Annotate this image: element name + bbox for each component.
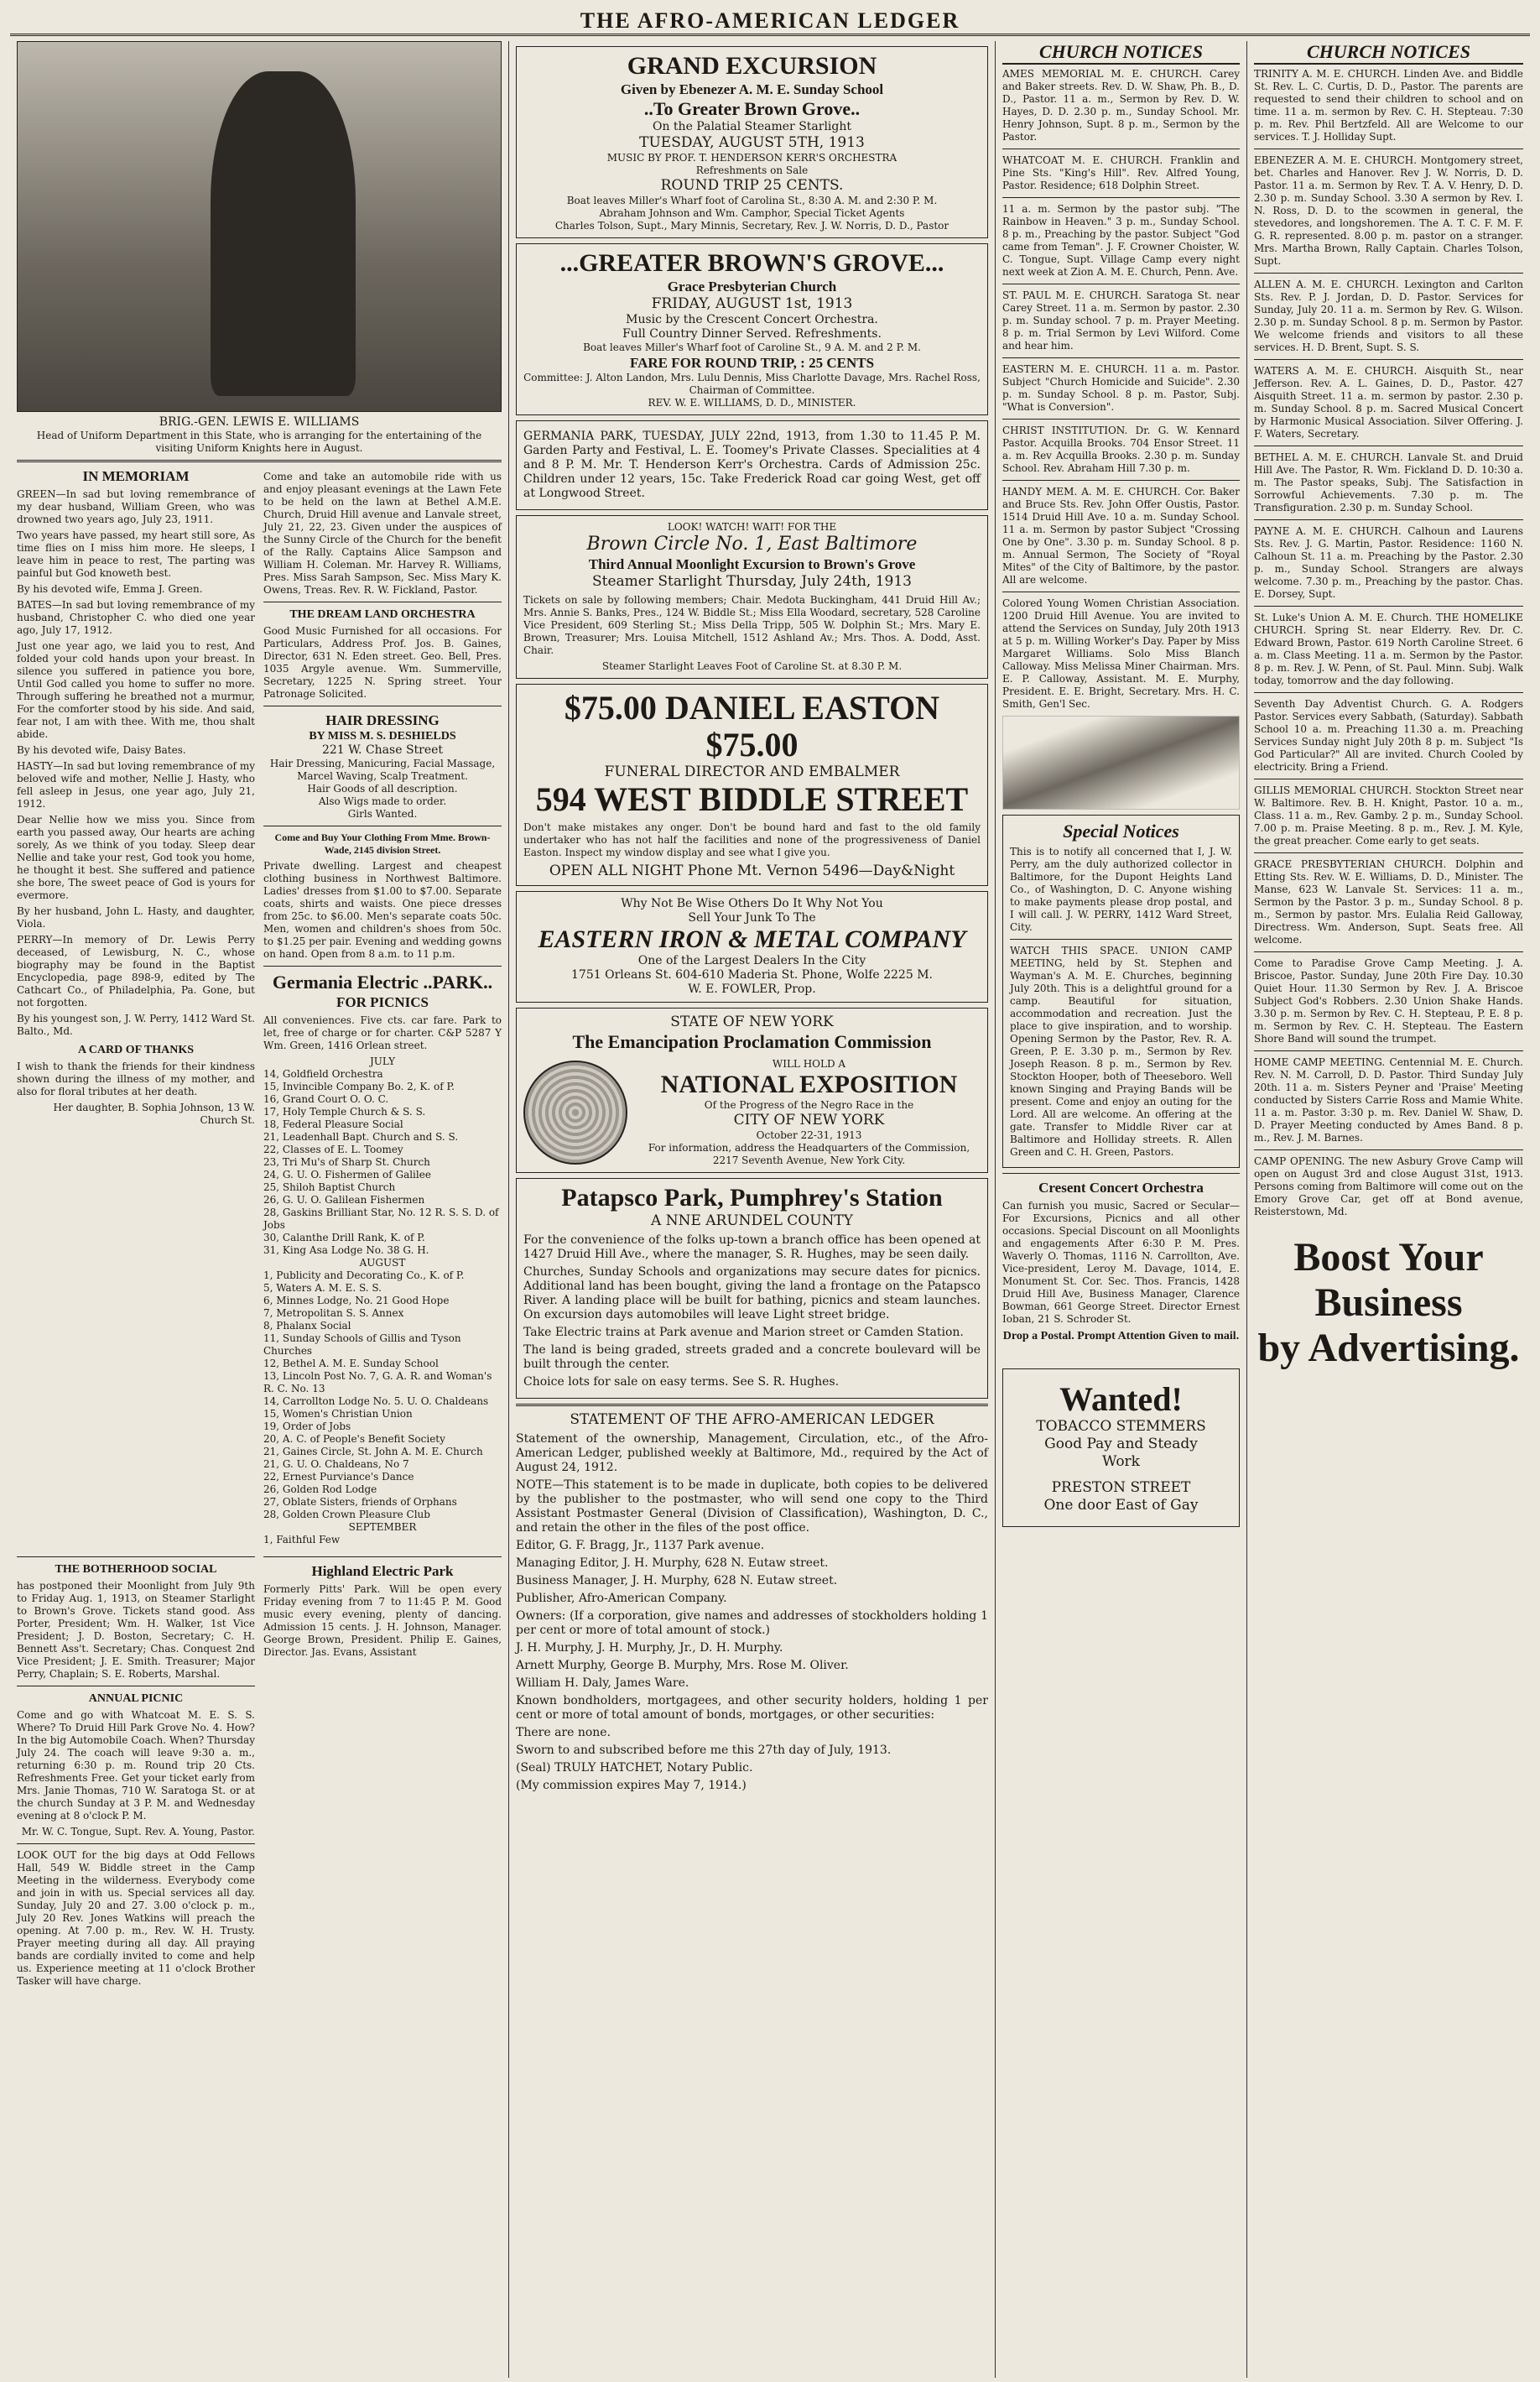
- ny-city: CITY OF NEW YORK: [733, 1112, 885, 1128]
- church-notice: St. Luke's Union A. M. E. Church. THE HOMELIKE CHURCH. Spring St. near Elderry. Rev. Dr. C. Edward Brown, Pastor. 619 North Caroline Street. 6 a. m. Class Meeting. 11 a. m. Sermon by the Pastor. 8 p. m. Rev. J. W. Penn, of St. Paul. Minn. Subj. Walk today, tomorrow and the day following.: [1254, 612, 1523, 686]
- statement-line: NOTE—This statement is to be made in duplicate, both copies to be delivered by the publisher to the postmaster, who will send one copy to the Third Assistant Postmaster General (Division of Classification), Washington, D. C., and retain the other in the files of the post office.: [516, 1478, 988, 1535]
- patapsco-paragraph: Take Electric trains at Park avenue and Marion street or Camden Station.: [523, 1326, 964, 1339]
- crescent-text: Can furnish you music, Sacred or Secular—For Excursions, Picnics and all other occasions. Special Discount on all Moonlights and engagements After 6:30 P. M. Pres. Waverly O. Thomas, 1116 N. Carrollton, Ave. Vice-president, Leroy M. Davage, 1014, E. Monument St. Cor. Sec. Thos. Francis, 1428 Druid Hill Ave, Business Manager, Clarence Bowman, 661 George Street. Director Ernest Ioban, 21 S. Schroder St.: [1002, 1200, 1240, 1325]
- new-york-seal: [523, 1061, 627, 1165]
- calendar-entry: 15, Women's Christian Union: [263, 1408, 413, 1420]
- august-list: [263, 1269, 502, 1521]
- column-1: [10, 41, 509, 2378]
- memoriam-entry: PERRY—In memory of Dr. Lewis Perry deceased, of Lewisburg, N. C., whose biography may be found in the Baptist Encyclopedia, page 898-9, edited by The Cathcart Co., of Philadelphia, Pa. Gone, but not forgotten.: [17, 934, 255, 1009]
- calendar-entry: 26, Golden Rod Lodge: [263, 1483, 377, 1495]
- germania-title: Germania Electric ..PARK..: [272, 972, 493, 993]
- church-notice: HOME CAMP MEETING. Centennial M. E. Church. Rev. N. M. Carroll, D. D. Pastor. Third Sunday July 20th. 11 a. m. Sisters Peyner and 'Praise' Meeting conducted by Sisters Carrie Ross and Mamie White. 11 a. m. Pastor. 3:30 p. m. Rev. Daniel W. Shaw, D. D. Prayer Meeting conducted by Ames Band. 8 p. m., Rev. J. M. Barnes.: [1254, 1056, 1523, 1144]
- calendar-entry: 20, A. C. of People's Benefit Society: [263, 1433, 445, 1445]
- excursion-by: Given by Ebenezer A. M. E. Sunday School: [620, 81, 884, 97]
- crescent-title: Cresent Concert Orchestra: [1038, 1180, 1204, 1196]
- statement-title: STATEMENT OF THE AFRO-AMERICAN LEDGER: [570, 1411, 934, 1428]
- iron-sell: Sell Your Junk To The: [688, 911, 816, 925]
- easton-night: OPEN ALL NIGHT Phone Mt. Vernon 5496—Day&Night: [549, 863, 955, 879]
- memoriam-section: [17, 467, 255, 1546]
- brown-steamer: Steamer Starlight Leaves Foot of Caroline St. at 8.30 P. M.: [601, 660, 903, 672]
- iron-company-ad: [516, 891, 988, 1003]
- picnic-text: Come and go with Whatcoat M. E. S. S. Where? To Druid Hill Park Grove No. 4. How? In the big Automobile Coach. When? Thursday July 24. The coach will leave 9:30 a. m., returning 6:30 p. m. Round trip 20 Cts. Refreshments Free. Get your ticket early from Mrs. Janie Thomas, 710 W. Saratoga St. or at the church Sunday at 3 P. M. and Wednesday evening at 8 o'clock P. M.: [17, 1709, 255, 1822]
- church-notice: WHATCOAT M. E. CHURCH. Franklin and Pine Sts. "King's Hill". Rev. Alfred Young, Pastor. Residence; 618 Dolphin Street.: [1002, 154, 1240, 191]
- memoriam-title: IN MEMORIAM: [82, 468, 190, 484]
- church-notice: EASTERN M. E. CHURCH. 11 a. m. Pastor. Subject "Church Homicide and Suicide". 2.30 p. m. Sunday School. 8 p. m. Pastor, Subj. "What is Conversion".: [1002, 363, 1240, 413]
- calendar-entry: 14, Carrollton Lodge No. 5. U. O. Chaldeans: [263, 1395, 489, 1407]
- gbg-fare: FARE FOR ROUND TRIP, : 25 CENTS: [629, 355, 875, 371]
- memoriam-entry: Just one year ago, we laid you to rest, And folded your cold hands upon your breast. In silence you suffered in patience you bore, Until God called you home to suffer no more. Through suffering he breathed not a murmur, For the comforter stood by his side. And said, fear not, I am with thee. With me, thou shalt abide.: [17, 640, 255, 740]
- right-lower: [263, 1551, 502, 1991]
- calendar-entry: 28, Golden Crown Pleasure Club: [263, 1509, 430, 1520]
- september-list: [263, 1534, 502, 1546]
- germania-party-text: GERMANIA PARK, TUESDAY, JULY 22nd, 1913, from 1.30 to 11.45 P. M. Garden Party and Festival, L. E. Toomey's Private Classes. Specialities at 4 and 8 P. M. Mr. T. Henderson Kerr's Orchestra. Cards of Admission 25c. Children under 12 years, 15c. Take Frederick Road car going West, get off at Longwood Street.: [523, 430, 981, 500]
- calendar-entry: 16, Grand Court O. O. C.: [263, 1093, 389, 1105]
- gbg-church: Grace Presbyterian Church: [667, 279, 837, 294]
- church-notices-header-left: CHURCH NOTICES: [1002, 41, 1240, 65]
- divider: [1254, 1149, 1523, 1150]
- germania-text: All conveniences. Five cts. car fare. Park to let, free of charge or for charter. C&P 5287 Y Wm. Green, 1416 Orlean street.: [263, 1014, 502, 1051]
- church-notice: CAMP OPENING. The new Asbury Grove Camp will open on August 3rd and close August 31st, 1913. Persons coming from Baltimore will come out on the Emory Grove Car, get off at Bond avenue, Reisterstown, Md.: [1254, 1155, 1523, 1217]
- thanks-title: A CARD OF THANKS: [77, 1044, 195, 1056]
- church-notice: 11 a. m. Sermon by the pastor subj. "The Rainbow in Heaven." 3 p. m., Sunday School. 8 p. m., Preaching by the pastor. Subject "God came from Teman". J. F. Crowner Choister, W. C. Tongue, Supt. Village Camp every night next week at Zion A. M. E. Church, Penn. Ave.: [1002, 203, 1240, 278]
- iron-sub: One of the Largest Dealers In the City: [637, 954, 866, 967]
- excursion-title: GRAND EXCURSION: [627, 52, 877, 80]
- divider: [1002, 480, 1240, 481]
- calendar-entry: 12, Bethel A. M. E. Sunday School: [263, 1358, 439, 1369]
- divider: [1254, 692, 1523, 693]
- gbg-minister: REV. W. E. WILLIAMS, D. D., MINISTER.: [648, 397, 856, 409]
- excursion-on: On the Palatial Steamer Starlight: [652, 120, 852, 133]
- gbg-committee: Committee: J. Alton Landon, Mrs. Lulu Dennis, Miss Charlotte Davage, Mrs. Rachel Ross, Chairman of Committee.: [523, 372, 981, 396]
- statement-line: (Seal) TRULY HATCHET, Notary Public.: [516, 1761, 753, 1775]
- wanted-line: TOBACCO STEMMERS: [1036, 1418, 1206, 1435]
- masthead: THE AFRO-AMERICAN LEDGER: [10, 8, 1530, 36]
- church-notice: Seventh Day Adventist Church. G. A. Rodgers Pastor. Services every Sabbath, (Saturday). Sabbath School 10 a. m. Preaching 11.30 a. m. Preaching Services Sunday night July 20th 8 p. m. Subject "Is God Particular?" All are invited. Church Cooled by electricity. Bring a Friend.: [1254, 698, 1523, 773]
- statement-line: Owners: (If a corporation, give names and addresses of stockholders holding 1 per cent or more of total amount of stock.): [516, 1609, 988, 1637]
- hair-line: Hair Goods of all description.: [307, 783, 458, 795]
- wanted-title: Wanted!: [1059, 1380, 1183, 1418]
- exposition-ad: [516, 1008, 988, 1173]
- divider: [1254, 273, 1523, 274]
- ny-expo: NATIONAL EXPOSITION: [660, 1071, 958, 1098]
- brown-title: Brown Circle No. 1, East Baltimore: [586, 534, 918, 555]
- statement-text: [516, 1432, 988, 1793]
- divider: [1254, 852, 1523, 853]
- easton-address: 594 WEST BIDDLE STREET: [535, 780, 969, 818]
- calendar-entry: 26, G. U. O. Galilean Fishermen: [263, 1194, 425, 1206]
- boost-ad: [1254, 1235, 1523, 1371]
- church-notice: Come to Paradise Grove Camp Meeting. J. A. Briscoe, Pastor. Sunday, June 20th Fire Day. 10.30 Quiet Hour. 11.30 Sermon by Rev. J. A. Briscoe Subject God's Robbers. 2.30 Union Shake Hands. 3.30 p. m. Sermon by Rev. C. H. Stepteau, P. E. 8 p. m. Sermon by Rev. C. H. Stepteau. The Eastern Shore Band will sound the trumpet.: [1254, 957, 1523, 1045]
- excursion-officers: Charles Tolson, Supt., Mary Minnis, Secretary, Rev. J. W. Norris, D. D., Pastor: [554, 220, 949, 232]
- iron-address: 1751 Orleans St. 604-610 Maderia St. Phone, Wolfe 2225 M.: [571, 968, 933, 982]
- picnic-signature: Mr. W. C. Tongue, Supt. Rev. A. Young, Pastor.: [21, 1826, 255, 1837]
- calendar-entry: 22, Classes of E. L. Toomey: [263, 1144, 403, 1155]
- ny-will: WILL HOLD A: [772, 1058, 846, 1070]
- church-notice: EBENEZER A. M. E. CHURCH. Montgomery street, bet. Charles and Hanover. Rev J. W. Norris, D. D. Pastor. 11 a. m. Sermon by Rev. T. A. V. Henry, D. D. 2.30 p. m. Sunday School. 3.30 A sermon by Rev. I. N. Ross, D. D. to the scowmen in general, the stevedores, and longshoremen. The A. T. C. F. M. F. G. R. represented. 8.00 p. m. pastor on a stranger. Mrs. Martha Brown, Rally Captain. Charles Tolson, Supt.: [1254, 154, 1523, 267]
- highland-title: Highland Electric Park: [311, 1563, 454, 1579]
- calendar-entry: 8, Phalanx Social: [263, 1320, 351, 1332]
- calendar-entry: 21, Gaines Circle, St. John A. M. E. Church: [263, 1446, 483, 1457]
- church-notice: GILLIS MEMORIAL CHURCH. Stockton Street near W. Baltimore. Rev. B. H. Knight, Pastor. 10 a. m., Class. 11 a. m., Rev. Gamby. 2 p. m., Sunday School. 7.00 p. m. Praise Meeting. 8 p. m., Rev. J. M. Kyle, the great preacher. Come early to get seats.: [1254, 784, 1523, 847]
- patapsco-paragraph: Choice lots for sale on easy terms. See S. R. Hughes.: [523, 1375, 840, 1389]
- divider: [1254, 606, 1523, 607]
- church-notice: GRACE PRESBYTERIAN CHURCH. Dolphin and Etting Sts. Rev. W. E. Williams, D. D., Minister. The Manse, 623 W. Lanvale St. Services: 11 a. m., Sermon by the Pastor. 3 p. m., Sunday School. 8 p. m., Sermon by pastor. Mrs. Eulalia Reid Galloway, Directress. Wm. Anderson, Supt. Seats free. All welcome.: [1254, 858, 1523, 946]
- excursion-trip: ROUND TRIP 25 CENTS.: [660, 177, 844, 194]
- statement-line: Known bondholders, mortgagees, and other security holders, holding 1 per cent or more of total amount of bonds, mortgages, or other securities:: [516, 1694, 988, 1722]
- divider: [1010, 939, 1232, 940]
- church-notice: AMES MEMORIAL M. E. CHURCH. Carey and Baker streets. Rev. D. W. Shaw, Ph. B., D. D., Pastor. 11 a. m., Sermon by Rev. D. W. Hayes, D. D. 2.30 p. m., Sunday School. Mr. Henry Johnson, Supt. 8 p. m., Sermon by the Pastor.: [1002, 68, 1240, 143]
- august-label: AUGUST: [359, 1257, 406, 1269]
- clothing-text: Private dwelling. Largest and cheapest clothing business in Northwest Baltimore. Ladies' dresses from $1.00 to $7.00. Separate coats, shirts and waists. One piece dresses from 25c. to $6.00. Men's separate coats 50c. Men, women and children's shoes from 50c. to $1.25 per pair. Evening and wedding gowns on hand. Open from 8 a.m. to 11 p.m.: [263, 860, 502, 960]
- highland-text: Formerly Pitts' Park. Will be open every Friday evening from 7 to 11:45 P. M. Good music every evening, plenty of dancing. Admission 15 cents. J. H. Johnson, Manager. George Brown, President. Philip E. Gaines, Director. Jas. Evans, Assistant: [263, 1583, 502, 1658]
- boost-line-1: Boost Your: [1293, 1235, 1484, 1280]
- wanted-line: Work: [1102, 1453, 1140, 1470]
- calendar-entry: 31, King Asa Lodge No. 38 G. H.: [263, 1244, 429, 1256]
- ny-state: STATE OF NEW YORK: [670, 1014, 834, 1030]
- ny-of: Of the Progress of the Negro Race in the: [704, 1099, 914, 1111]
- statement-line: Publisher, Afro-American Company.: [516, 1592, 727, 1605]
- botherhood-text: has postponed their Moonlight from July 9th to Friday Aug. 1, 1913, on Steamer Starlight to Brown's Grove. Tickets stand good. Ass Porter, President; Wm. H. Walker, 1st Vice President; J. D. Boston, Secretary; C. H. Bennett Ass't. Secretary; Chas. Conquest 2nd Vice President; J. E. Smith. Treasurer; Major Perry, Chaplain; S. E. Roberts, Marshal.: [17, 1580, 255, 1680]
- boost-line-2: Business: [1314, 1280, 1463, 1325]
- statement-line: J. H. Murphy, J. H. Murphy, Jr., D. H. Murphy.: [516, 1641, 783, 1655]
- wanted-ad: [1002, 1368, 1240, 1527]
- brown-circle-ad: [516, 515, 988, 679]
- hair-line: Also Wigs made to order.: [318, 795, 447, 807]
- wanted-line: Good Pay and Steady: [1044, 1436, 1198, 1452]
- patapsco-text: [523, 1233, 981, 1389]
- picnic-title: ANNUAL PICNIC: [88, 1692, 184, 1705]
- easton-title: $75.00 DANIEL EASTON $75.00: [564, 689, 940, 764]
- portrait-figure: [211, 71, 356, 396]
- memoriam-entry: HASTY—In sad but loving remembrance of my beloved wife and mother, Nellie J. Hasty, who fell asleep in Jesus, one year ago, July 21, 1912.: [17, 760, 255, 810]
- botherhood-title: THE BOTHERHOOD SOCIAL: [55, 1563, 217, 1576]
- church-notices-header-right: CHURCH NOTICES: [1254, 41, 1523, 65]
- calendar-entry: 21, Leadenhall Bapt. Church and S. S.: [263, 1131, 459, 1143]
- calendar-entry: 17, Holy Temple Church & S. S.: [263, 1106, 426, 1118]
- calendar-entry: 21, G. U. O. Chaldeans, No 7: [263, 1458, 409, 1470]
- memoriam-entry: BATES—In sad but loving remembrance of my husband, Christopher C. who died one year ago, July 17, 1912.: [17, 599, 255, 636]
- orchestra-title: THE DREAM LAND ORCHESTRA: [289, 608, 476, 621]
- brown-sub: Third Annual Moonlight Excursion to Brown's Grove: [588, 556, 916, 572]
- calendar-entry: 27, Oblate Sisters, friends of Orphans: [263, 1496, 457, 1508]
- church-notice: WATERS A. M. E. CHURCH. Aisquith St., near Jefferson. Rev. A. L. Gaines, D. D., Pastor. 427 Aisquith Street. 11 a. m. sermon by pastor. 2.30 p. m. Sunday School. 8 p. m. Sacred Musical Concert by Harmonic Musical Association. Silver Offering. J. F. Waters, Secretary.: [1254, 365, 1523, 440]
- july-label: JULY: [369, 1055, 396, 1067]
- iron-top: Why Not Be Wise Others Do It Why Not You: [621, 897, 883, 910]
- memoriam-entry: By his youngest son, J. W. Perry, 1412 Ward St. Balto., Md.: [17, 1013, 255, 1037]
- photo-caption: BRIG.-GEN. LEWIS E. WILLIAMS: [159, 415, 360, 429]
- gbg-title: ...GREATER BROWN'S GROVE...: [559, 249, 944, 277]
- patapsco-paragraph: The land is being graded, streets graded and a concrete boulevard will be built through the center.: [523, 1343, 981, 1371]
- patapsco-title: Patapsco Park, Pumphrey's Station: [561, 1184, 943, 1212]
- church-notice: ST. PAUL M. E. CHURCH. Saratoga St. near Carey Street. 11 a. m. Sermon by pastor. 2.30 p. m. Sunday school. 7 p. m. Prayer Meeting. 8 p. m. Trial Sermon by Levi Wilford. Come and hear him.: [1002, 289, 1240, 352]
- left-lower: [17, 1551, 255, 1991]
- easton-ad: [516, 684, 988, 886]
- gbg-boat: Boat leaves Miller's Wharf foot of Caroline St., 9 A. M. and 2 P. M.: [583, 341, 921, 353]
- excursion-music: MUSIC BY PROF. T. HENDERSON KERR'S ORCHESTRA: [606, 152, 897, 164]
- memoriam-entry: Dear Nellie how we miss you. Since from earth you passed away, Our hearts are aching sorely, As we think of you today. Sleep dear Nellie and take your rest, God took you home, he thought it best. She suffered and patience she bore, The sweet peace of God is yours for evermore.: [17, 814, 255, 901]
- calendar-entry: 30, Calanthe Drill Rank, K. of P.: [263, 1232, 425, 1243]
- hair-line: Hair Dressing, Manicuring, Facial Massage, Marcel Waving, Scalp Treatment.: [269, 758, 496, 782]
- lawn-column: [263, 467, 502, 1546]
- church-notice: PAYNE A. M. E. CHURCH. Calhoun and Laurens Sts. Rev. J. G. Martin, Pastor. Residence: 1160 N. Calhoun St. 11 a. m. Preaching by the Pastor. 2.30 p. m., Sunday School. Strangers are always welcome. 7.30 p. m., Preaching by the pastor. Chas. E. Dorsey, Supt.: [1254, 525, 1523, 600]
- special-title: Special Notices: [1063, 821, 1179, 842]
- ny-info: For information, address the Headquarters of the Commission, 2217 Seventh Avenue, New York City.: [648, 1142, 970, 1166]
- clothing-title: Come and Buy Your Clothing From Mme. Brown-Wade, 2145 division Street.: [274, 831, 491, 856]
- divider: [1254, 1050, 1523, 1051]
- calendar-entry: 1, Publicity and Decorating Co., K. of P.: [263, 1269, 465, 1281]
- patapsco-sub: A NNE ARUNDEL COUNTY: [651, 1212, 853, 1229]
- special-notices: [1002, 815, 1240, 1168]
- wanted-door: One door East of Gay: [1043, 1497, 1199, 1514]
- calendar-entry: 1, Faithful Few: [263, 1534, 341, 1545]
- divider: [1254, 519, 1523, 520]
- boost-line-3: by Advertising.: [1257, 1326, 1520, 1370]
- special-notice: This is to notify all concerned that I, J. W. Perry, am the duly authorized collector in Baltimore, for the Dupont Heights Land Co., of Washington, D. C. Anyone wishing to make payments please drop postal, and I will call. J. W. PERRY, 1412 Ward Street, City.: [1010, 846, 1232, 933]
- calendar-entry: 14, Goldfield Orchestra: [263, 1068, 383, 1080]
- memoriam-list: [17, 488, 255, 1038]
- calendar-entry: 28, Gaskins Brilliant Star, No. 12 R. S. S. D. of Jobs: [263, 1207, 499, 1231]
- statement-line: Arnett Murphy, George B. Murphy, Mrs. Rose M. Oliver.: [516, 1659, 849, 1672]
- july-list: [263, 1068, 502, 1257]
- excursion-to: ..To Greater Brown Grove..: [643, 98, 861, 119]
- orchestra-text: Good Music Furnished for all occasions. For Particulars, Address Prof. Jos. B. Gaines, Director, 631 N. Eden street. Geo. Bell, Pres. 1035 Argyle avenue. Wm. Summerville, Secretary, 1225 N. Spring street. Your Patronage Solicited.: [263, 625, 502, 700]
- statement-line: Statement of the ownership, Management, Circulation, etc., of the Afro-American Ledger, published weekly at Baltimore, Md., required by the Act of August 24, 1912.: [516, 1432, 988, 1474]
- divider: [1254, 951, 1523, 952]
- calendar-entry: 22, Ernest Purviance's Dance: [263, 1471, 414, 1483]
- divider: [1002, 419, 1240, 420]
- easton-sub: FUNERAL DIRECTOR AND EMBALMER: [604, 764, 900, 780]
- ny-title: The Emancipation Proclamation Commission: [572, 1031, 932, 1052]
- september-label: SEPTEMBER: [348, 1521, 417, 1533]
- calendar-entry: 18, Federal Pleasure Social: [263, 1118, 403, 1130]
- church-notice: TRINITY A. M. E. CHURCH. Linden Ave. and Biddle St. Rev. L. C. Curtis, D. D., Pastor. The parents are requested to send their children to school and on time. 11 a. m. sermon by Rev. C. H. Stepteau. 7:30 p. m. Rev. Phil Bertzfeld. All are Welcome to our services. T. J. Holliday Supt.: [1254, 68, 1523, 143]
- statement-section: [516, 1411, 988, 1793]
- hair-address: 221 W. Chase Street: [321, 743, 444, 757]
- church-notice: BETHEL A. M. E. CHURCH. Lanvale St. and Druid Hill Ave. The Pastor, R. Wm. Fickland D. D. 10:30 a. m. The Pastor speaks, Subj. The Satisfaction in Sorrowful Achievements. 7.30 p. m. The Transfiguration. 2.30 p. m. Sunday School.: [1254, 451, 1523, 513]
- calendar-entry: 15, Invincible Company Bo. 2, K. of P.: [263, 1081, 455, 1092]
- calendar-entry: 11, Sunday Schools of Gillis and Tyson Churches: [263, 1332, 461, 1357]
- wanted-lines: [1008, 1418, 1234, 1471]
- wanted-address: PRESTON STREET: [1051, 1479, 1191, 1496]
- hair-line: Girls Wanted.: [347, 808, 418, 820]
- memoriam-entry: By his devoted wife, Daisy Bates.: [17, 744, 186, 756]
- church-illustration: [1002, 716, 1240, 810]
- greater-browns-grove-ad: [516, 243, 988, 415]
- excursion-refresh: Refreshments on Sale: [695, 164, 809, 176]
- germania-subtitle: FOR PICNICS: [336, 994, 429, 1010]
- calendar-entry: 13, Lincoln Post No. 7, G. A. R. and Woman's R. C. No. 13: [263, 1370, 492, 1394]
- statement-line: Managing Editor, J. H. Murphy, 628 N. Eutaw street.: [516, 1556, 829, 1570]
- iron-title: EASTERN IRON & METAL COMPANY: [538, 925, 966, 953]
- excursion-ad: [516, 46, 988, 238]
- special-notice: WATCH THIS SPACE. UNION CAMP MEETING, held by St. Stephen and Wayman's A. M. E. Churches, beginning July 20th. This is a delightful ground for a camp. Beautiful for situation, accommodation and recreation. Just the place to give inspiration, and to worship. Opening Sermon by the Pastor, Rev. R. A. Green, P. E. 3.30 p. m., Sermon by Rev. Joseph Reason. 8 p. m., Sermon by Rev. Stockton Hooper, both of Theeseboro. Well known Singing and Praying Bands will be present. Come and enjoy an outing for the Lord. All are welcome. An offering at the gate. Transfer to Middle River car at Baltimore and Holliday streets. R. Allen Green and C. H. Green, Pastors.: [1010, 945, 1232, 1158]
- brown-body: Tickets on sale by following members; Chair. Medota Buckingham, 441 Druid Hill Av.; Mrs. Annie S. Banks, Pres., 124 W. Biddle St.; Miss Ella Woodard, secretary, 528 Caroline Vice President, 609 Sterling St.; Miss Della Tripp, 505 W. Dolphin St.; Mrs. Mary E. Brown, Treasurer; Mrs. Louisa Mitchell, 1512 Ashland Av.; Mrs. Thos. A. Dodd, Asst. Chair.: [523, 594, 981, 656]
- gbg-dinner: Full Country Dinner Served. Refreshments.: [622, 327, 882, 341]
- column-4: [1247, 41, 1530, 2378]
- church-notice: Colored Young Women Christian Association. 1200 Druid Hill Avenue. You are invited to attend the Services on Sunday, July 20th 1913 at 5 p. m. Willing Worker's Day. Paper by Miss Margaret Williams. Solo Miss Blanch Calloway. Miss Melissa Miner Chairman. Mrs. E. P. Calloway, Assistant. M. E. Murphy, President. E. E. Bright, Secretary. Mrs. H. C. Smith, Gen'l Sec.: [1002, 597, 1240, 710]
- statement-line: Business Manager, J. H. Murphy, 628 N. Eutaw street.: [516, 1574, 838, 1587]
- portrait-photo: [17, 41, 502, 412]
- statement-line: (My commission expires May 7, 1914.): [516, 1779, 747, 1792]
- calendar-entry: 7, Metropolitan S. S. Annex: [263, 1307, 404, 1319]
- calendar-entry: 24, G. U. O. Fishermen of Galilee: [263, 1169, 431, 1181]
- excursion-agents: Abraham Johnson and Wm. Camphor, Special Ticket Agents: [599, 207, 905, 219]
- patapsco-ad: [516, 1178, 988, 1399]
- gbg-date: FRIDAY, AUGUST 1st, 1913: [651, 295, 853, 312]
- lawn-fete-notice: Come and take an automobile ride with us and enjoy pleasant evenings at the Lawn Fete to be held on the lawn at Bethel A.M.E. Church, Druid Hill avenue and Lanvale street, July 21, 22, 23. Given under the auspices of the Sunny Circle of the Church for the benefit of the Rally. Captains Alice Sampson and William H. Coleman. Mr. Harvey R. Williams, Pres. Miss Sarah Sampson, Sec. Miss Mary K. Owens, Treas. Rev. R. W. Fickland, Pastor.: [263, 471, 502, 596]
- church-notices-left: [1002, 68, 1240, 711]
- church-notice: ALLEN A. M. E. CHURCH. Lexington and Carlton Sts. Rev. P. J. Jordan, D. D. Pastor. Services for Sunday, July 20. 11 a. m. Sermon by Rev. G. Wilson. 2.30 p. m. Sunday School. 8 p. m. Sermon by Pastor. We welcome friends and visitors to all these services. H. D. Brent, Supt. S. S.: [1254, 279, 1523, 353]
- statement-line: Editor, G. F. Bragg, Jr., 1137 Park avenue.: [516, 1539, 765, 1552]
- patapsco-paragraph: For the convenience of the folks up-town a branch office has been opened at 1427 Druid Hill Ave., where the manager, S. R. Hughes, may be seen daily.: [523, 1233, 981, 1261]
- easton-body: Don't make mistakes any onger. Don't be bound hard and fast to the old family undertaker who has not half the facilities and none of the progressiveness of Daniel Easton. Inspect my window display and see what I give you.: [523, 821, 981, 858]
- church-notice: HANDY MEM. A. M. E. CHURCH. Cor. Baker and Bruce Sts. Rev. John Offer Oustis, Pastor. 1514 Druid Hill Ave. 10 a. m. Sunday School. 11 a. m. Sermon by pastor Subject "Crossing One by One". 3.30 p. m. Sunday School. 8 p. m. Annual Sermon, The Society of "Royal Mites" of the City of Baltimore, by the pastor. All are welcome.: [1002, 486, 1240, 586]
- statement-line: There are none.: [516, 1726, 611, 1739]
- calendar-entry: 5, Waters A. M. E. S. S.: [263, 1282, 382, 1294]
- thanks-text: I wish to thank the friends for their kindness shown during the illness of my mother, and also for floral tributes at her death.: [17, 1061, 255, 1097]
- excursion-date: TUESDAY, AUGUST 5TH, 1913: [639, 134, 865, 151]
- brown-date: Steamer Starlight Thursday, July 24th, 1913: [591, 573, 912, 590]
- hair-by: BY MISS M. S. DESHIELDS: [309, 730, 456, 743]
- divider: [1254, 359, 1523, 360]
- memoriam-entry: Two years have passed, my heart still sore, As time flies on I miss him more. He sleeps, I leave him in peace to rest, The parting was painful but God knoweth best.: [17, 529, 255, 579]
- calendar-entry: 19, Order of Jobs: [263, 1420, 351, 1432]
- oddfellows-notice: LOOK OUT for the big days at Odd Fellows Hall, 549 W. Biddle street in the Camp Meeting in the wilderness. Everybody come and join in with us. Special services all day. Sunday, July 20 and 27. 3.00 o'clock p. m., July 20 Rev. Jones Watkins will preach the opening. At 7.00 p. m., Rev. W. H. Trusty. Prayer meeting during all day. All praying bands are cordially invited to come and help us. Experience meeting at 11 o'clock Brother Tasker will have charge.: [17, 1849, 255, 1987]
- special-list: [1010, 846, 1232, 1159]
- hair-title: HAIR DRESSING: [325, 712, 440, 728]
- church-notices-right: [1254, 68, 1523, 1218]
- church-notice: CHRIST INSTITUTION. Dr. G. W. Kennard Pastor. Acquilla Brooks. 704 Ensor Street. 11 a. m. Rev Acquilla Brooks. 2.30 p. m. Sunday School. Rev. Abraham Hill 7.30 p. m.: [1002, 425, 1240, 474]
- excursion-boat: Boat leaves Miller's Wharf foot of Carolina St., 8:30 A. M. and 2:30 P. M.: [566, 195, 938, 206]
- statement-line: Sworn to and subscribed before me this 27th day of July, 1913.: [516, 1743, 892, 1757]
- germania-party-ad: [516, 420, 988, 510]
- divider: [1002, 197, 1240, 198]
- column-2: [509, 41, 996, 2378]
- calendar-entry: 6, Minnes Lodge, No. 21 Good Hope: [263, 1295, 450, 1306]
- memoriam-entry: GREEN—In sad but loving remembrance of my dear husband, William Green, who was drowned two years ago, July 23, 1911.: [17, 488, 255, 525]
- calendar-entry: 23, Tri Mu's of Sharp St. Church: [263, 1156, 430, 1168]
- ny-date: October 22-31, 1913: [756, 1129, 862, 1141]
- iron-prop: W. E. FOWLER, Prop.: [688, 983, 816, 996]
- column-3: [996, 41, 1247, 2378]
- thanks-signature: Her daughter, B. Sophia Johnson, 13 W. Church St.: [53, 1102, 255, 1126]
- gbg-music: Music by the Crescent Concert Orchestra.: [626, 313, 878, 326]
- crescent-drop: Drop a Postal. Prompt Attention Given to mail.: [1002, 1330, 1240, 1342]
- memoriam-entry: By her husband, John L. Hasty, and daughter, Viola.: [17, 905, 255, 930]
- patapsco-paragraph: Churches, Sunday Schools and organizations may secure dates for picnics. Additional land has been bought, giving the land a frontage on the Patapsco River. A landing place will be built for bathing, picnics and steam launches. On excursion days automobiles will leave Light street bridge.: [523, 1265, 981, 1321]
- divider: [1002, 357, 1240, 358]
- hair-lines: [263, 758, 502, 821]
- photo-subcaption: Head of Uniform Department in this State, who is arranging for the entertaining of the visiting Uniform Knights here in August.: [36, 430, 482, 454]
- calendar-entry: 25, Shiloh Baptist Church: [263, 1181, 396, 1193]
- brown-look: LOOK! WATCH! WAIT! FOR THE: [667, 521, 837, 533]
- statement-line: William H. Daly, James Ware.: [516, 1676, 689, 1690]
- memoriam-entry: By his devoted wife, Emma J. Green.: [17, 583, 203, 595]
